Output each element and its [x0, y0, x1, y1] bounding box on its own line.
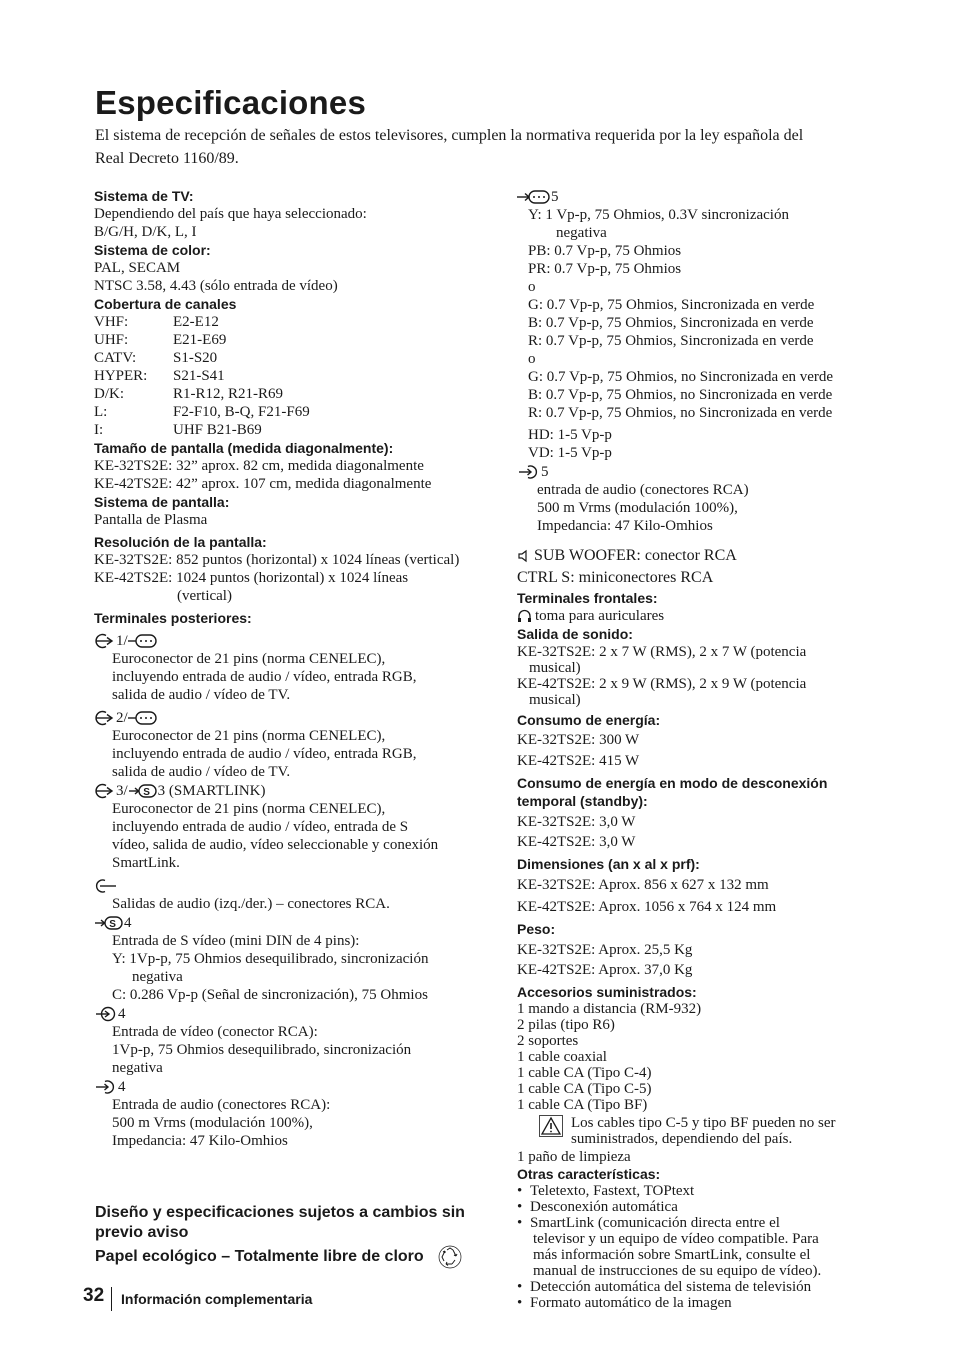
channel-band: L:	[94, 404, 108, 420]
tv-system-text: Dependiendo del país que haya seleccionado:	[94, 206, 367, 222]
feature-text: más información sobre SmartLink, consulte el	[533, 1247, 811, 1263]
audio-input-icon	[94, 1079, 118, 1095]
list-item: • Desconexión automática	[517, 1199, 678, 1215]
component-5-text: R: 0.7 Vp-p, 75 Ohmios, no Sincronizada en verde	[528, 405, 833, 421]
list-item: • Formato automático de la imagen	[517, 1295, 732, 1311]
sound-output-text: KE-42TS2E: 2 x 9 W (RMS), 2 x 9 W (potencia	[517, 676, 807, 692]
recycle-icon	[438, 1245, 462, 1269]
channels-heading: Cobertura de canales	[94, 296, 237, 312]
channel-row	[94, 331, 509, 349]
component-5-text: PB: 0.7 Vp-p, 75 Ohmios	[528, 243, 682, 259]
component-5-text: PR: 0.7 Vp-p, 75 Ohmios	[528, 261, 682, 277]
list-item: 1 cable CA (Tipo C-5)	[517, 1081, 652, 1097]
eco-paper-line	[95, 1245, 505, 1269]
list-item: 1 cable coaxial	[517, 1049, 607, 1065]
color-system-text: PAL, SECAM	[94, 260, 181, 276]
scart-output-icon	[128, 710, 158, 726]
sound-output-text: KE-32TS2E: 2 x 7 W (RMS), 2 x 7 W (potencia	[517, 644, 807, 660]
terminal-3-text: incluyendo entrada de audio / vídeo, entrada de S	[112, 819, 409, 835]
section-name: Información complementaria	[121, 1291, 313, 1307]
page-title: Especificaciones	[95, 84, 367, 121]
terminal-1-text: Euroconector de 21 pins (norma CENELEC),	[112, 651, 386, 667]
weight-heading: Peso:	[517, 921, 556, 937]
audio-4-label: 4	[118, 1078, 126, 1095]
standby-text: KE-42TS2E: 3,0 W	[517, 834, 636, 850]
component-5-text: o	[528, 279, 536, 295]
tv-system-text: B/G/H, D/K, L, I	[94, 224, 197, 240]
s-video-4-text: Entrada de S vídeo (mini DIN de 4 pins):	[112, 933, 360, 949]
terminal-3-text: Euroconector de 21 pins (norma CENELEC),	[112, 801, 386, 817]
power-text: KE-32TS2E: 300 W	[517, 732, 640, 748]
standby-text: KE-32TS2E: 3,0 W	[517, 814, 636, 830]
rear-terminals-heading: Terminales posteriores:	[94, 610, 252, 626]
channel-row	[94, 403, 509, 421]
screen-size-heading: Tamaño de pantalla (medida diagonalmente):	[94, 440, 394, 456]
audio-input-icon	[517, 464, 541, 480]
other-features-heading: Otras características:	[517, 1166, 661, 1182]
terminal-2-text: salida de audio / vídeo de TV.	[112, 764, 291, 780]
power-heading: Consumo de energía:	[517, 712, 661, 728]
terminal-2-text: Euroconector de 21 pins (norma CENELEC),	[112, 728, 386, 744]
s-video-input-icon	[94, 915, 124, 931]
page-separator	[111, 1287, 112, 1311]
s-video-4-text: negativa	[132, 969, 183, 985]
video-4-terminal	[94, 1004, 509, 1023]
dimensions-heading: Dimensiones (an x al x prf):	[517, 856, 700, 872]
s-video-input-icon	[128, 783, 158, 799]
feature-text: Desconexión automática	[530, 1199, 678, 1215]
headphone-line	[517, 607, 897, 625]
audio-output-icon	[94, 878, 118, 894]
audio-5-text: Impedancia: 47 Kilo-Omhios	[537, 518, 713, 534]
feature-text: Teletexto, Fastext, TOPtext	[530, 1183, 695, 1199]
list-item: 2 soportes	[517, 1033, 579, 1049]
front-terminals-heading: Terminales frontales:	[517, 590, 658, 606]
audio-4-terminal	[94, 1077, 509, 1096]
resolution-text: KE-32TS2E: 852 puntos (horizontal) x 1024 líneas (vertical)	[94, 552, 460, 568]
resolution-text: KE-42TS2E: 1024 puntos (horizontal) x 1024 líneas	[94, 570, 409, 586]
audio-4-text: 500 m Vrms (modulación 100%),	[112, 1115, 313, 1131]
list-item: • SmartLink (comunicación directa entre el televisor y un equipo de vídeo compatible. Para más información sobre SmartLink, consulte el manual de instrucciones de su equipo de vídeo).	[517, 1215, 822, 1279]
channel-band: I:	[94, 422, 104, 438]
list-item: 1 cable CA (Tipo BF)	[517, 1097, 648, 1113]
bottom-notes	[95, 1203, 505, 1269]
dimensions-text: KE-42TS2E: Aprox. 1056 x 764 x 124 mm	[517, 899, 777, 915]
video-4-text: negativa	[112, 1060, 163, 1076]
terminal-3-text: SmartLink.	[112, 855, 180, 871]
audio-output-text: Salidas de audio (izq./der.) – conectores RCA.	[112, 896, 390, 912]
s-video-4-text: Y: 1Vp-p, 75 Ohmios desequilibrado, sincronización	[112, 951, 429, 967]
scart-output-icon	[128, 633, 158, 649]
s-video-4-label: 4	[124, 914, 132, 931]
component-5-text: HD: 1-5 Vp-p	[528, 427, 612, 443]
channel-row	[94, 421, 509, 439]
terminal-1-text: salida de audio / vídeo de TV.	[112, 687, 291, 703]
page-number: 32	[83, 1285, 105, 1306]
component-5-text: negativa	[556, 225, 607, 241]
terminal-2-text: incluyendo entrada de audio / vídeo, entrada RGB,	[112, 746, 417, 762]
list-item: 2 pilas (tipo R6)	[517, 1017, 615, 1033]
feature-text: Formato automático de la imagen	[530, 1295, 732, 1311]
component-5-text: R: 0.7 Vp-p, 75 Ohmios, Sincronizada en verde	[528, 333, 814, 349]
video-4-text: 1Vp-p, 75 Ohmios desequilibrado, sincronización	[112, 1042, 412, 1058]
tv-system-heading: Sistema de TV:	[94, 188, 194, 204]
sound-output-text: musical)	[529, 692, 581, 708]
channel-band: D/K:	[94, 386, 124, 402]
audio-5-terminal	[517, 462, 897, 481]
sub-woofer-line	[517, 545, 897, 567]
terminal-3-text: vídeo, salida de audio, vídeo seleccionable y conexión	[112, 837, 439, 853]
weight-text: KE-42TS2E: Aprox. 37,0 Kg	[517, 962, 693, 978]
component-5-text: G: 0.7 Vp-p, 75 Ohmios, Sincronizada en verde	[528, 297, 815, 313]
audio-5-text: entrada de audio (conectores RCA)	[537, 482, 749, 498]
audio-output-terminal	[94, 876, 509, 895]
screen-size-text: KE-32TS2E: 32” aprox. 82 cm, medida diagonalmente	[94, 458, 424, 474]
channel-band: HYPER:	[94, 368, 148, 384]
terminal-1	[94, 631, 509, 650]
channel-row	[94, 367, 509, 385]
channel-row	[94, 385, 509, 403]
channel-range: R1-R12, R21-R69	[173, 386, 284, 402]
channel-range: E21-E69	[173, 332, 227, 348]
headphone-text: toma para auriculares	[535, 608, 665, 624]
channel-row	[94, 349, 509, 367]
component-5-label: 5	[551, 188, 559, 205]
dimensions-text: KE-32TS2E: Aprox. 856 x 627 x 132 mm	[517, 877, 769, 893]
screen-size-text: KE-42TS2E: 42” aprox. 107 cm, medida diagonalmente	[94, 476, 432, 492]
feature-text: Detección automática del sistema de televisión	[530, 1279, 812, 1295]
channel-row	[94, 313, 509, 331]
terminal-1-text: incluyendo entrada de audio / vídeo, entrada RGB,	[112, 669, 417, 685]
channel-range: S21-S41	[173, 368, 225, 384]
standby-heading: Consumo de energía en modo de desconexión	[517, 775, 828, 791]
weight-text: KE-32TS2E: Aprox. 25,5 Kg	[517, 942, 693, 958]
specs-change-note: Diseño y especificaciones sujetos a cambios sin previo aviso	[95, 1204, 465, 1241]
list-item: 1 cable CA (Tipo C-4)	[517, 1065, 652, 1081]
feature-text: manual de instrucciones de su equipo de vídeo).	[533, 1263, 822, 1279]
warning-icon	[539, 1115, 571, 1147]
terminal-3-smartlink: 3 (SMARTLINK)	[157, 782, 266, 799]
component-5-text: VD: 1-5 Vp-p	[528, 445, 612, 461]
audio-4-text: Impedancia: 47 Kilo-Omhios	[112, 1133, 288, 1149]
component-input-icon	[517, 189, 551, 205]
sound-output-heading: Salida de sonido:	[517, 626, 633, 642]
channel-band: VHF:	[94, 314, 129, 330]
color-system-text: NTSC 3.58, 4.43 (sólo entrada de vídeo)	[94, 278, 338, 294]
s-video-4-text: C: 0.286 Vp-p (Señal de sincronización), 75 Ohmios	[112, 987, 428, 1003]
color-system-heading: Sistema de color:	[94, 242, 211, 258]
channel-range: F2-F10, B-Q, F21-F69	[173, 404, 310, 420]
terminal-2	[94, 708, 509, 727]
intro-paragraph: El sistema de recepción de señales de estos televisores, cumplen la normativa requerida por la ley española del Real Decreto 1160/89.	[95, 127, 804, 167]
terminal-1-label: 1/	[116, 632, 128, 649]
warning-text: suministrados, dependiendo del país.	[571, 1131, 793, 1147]
svg-text:S: S	[109, 918, 116, 930]
component-5-text: B: 0.7 Vp-p, 75 Ohmios, Sincronizada en verde	[528, 315, 814, 331]
feature-text: televisor y un equipo de vídeo compatible. Para	[533, 1231, 819, 1247]
feature-text: SmartLink (comunicación directa entre el	[530, 1215, 780, 1231]
accessories-warning	[539, 1115, 897, 1147]
component-5-text: G: 0.7 Vp-p, 75 Ohmios, no Sincronizada en verde	[528, 369, 834, 385]
list-item: • Teletexto, Fastext, TOPtext	[517, 1183, 695, 1199]
headphones-icon	[517, 609, 532, 623]
scart-input-icon	[94, 710, 116, 726]
channel-range: S1-S20	[173, 350, 218, 366]
standby-heading: temporal (standby):	[517, 793, 648, 809]
terminal-3-label: 3/	[116, 782, 128, 799]
audio-5-text: 500 m Vrms (modulación 100%),	[537, 500, 738, 516]
warning-text: Los cables tipo C-5 y tipo BF pueden no ser	[571, 1115, 836, 1131]
s-video-4-terminal	[94, 913, 509, 932]
list-item: • Detección automática del sistema de televisión	[517, 1279, 812, 1295]
speaker-icon	[517, 549, 531, 563]
component-5-text: B: 0.7 Vp-p, 75 Ohmios, no Sincronizada en verde	[528, 387, 833, 403]
right-column	[517, 187, 897, 1311]
channel-range: UHF B21-B69	[173, 422, 262, 438]
component-5-terminal	[517, 187, 897, 206]
channel-range: E2-E12	[173, 314, 219, 330]
channel-band: CATV:	[94, 350, 137, 366]
svg-text:S: S	[142, 786, 150, 798]
eco-paper-note: Papel ecológico – Totalmente libre de cloro	[95, 1248, 424, 1265]
list-item: 1 paño de limpieza	[517, 1149, 631, 1165]
scart-input-icon	[94, 783, 116, 799]
list-item: 1 mando a distancia (RM-932)	[517, 1001, 702, 1017]
component-5-text: Y: 1 Vp-p, 75 Ohmios, 0.3V sincronización	[528, 207, 789, 223]
sub-woofer-text: SUB WOOFER: conector RCA	[534, 547, 737, 564]
scart-input-icon	[94, 633, 116, 649]
power-text: KE-42TS2E: 415 W	[517, 753, 640, 769]
display-system-heading: Sistema de pantalla:	[94, 494, 230, 510]
terminal-3	[94, 781, 509, 800]
ctrl-s-text: CTRL S: miniconectores RCA	[517, 569, 714, 586]
resolution-text: (vertical)	[177, 588, 232, 604]
component-5-text: o	[528, 351, 536, 367]
audio-5-label: 5	[541, 463, 549, 480]
resolution-heading: Resolución de la pantalla:	[94, 534, 267, 550]
display-system-text: Pantalla de Plasma	[94, 512, 208, 528]
left-column	[94, 187, 509, 1150]
terminal-2-label: 2/	[116, 709, 128, 726]
audio-4-text: Entrada de audio (conectores RCA):	[112, 1097, 331, 1113]
video-4-label: 4	[118, 1005, 126, 1022]
accessories-heading: Accesorios suministrados:	[517, 984, 697, 1000]
video-4-text: Entrada de vídeo (conector RCA):	[112, 1024, 318, 1040]
sound-output-text: musical)	[529, 660, 581, 676]
channel-band: UHF:	[94, 332, 129, 348]
video-input-icon	[94, 1006, 118, 1022]
